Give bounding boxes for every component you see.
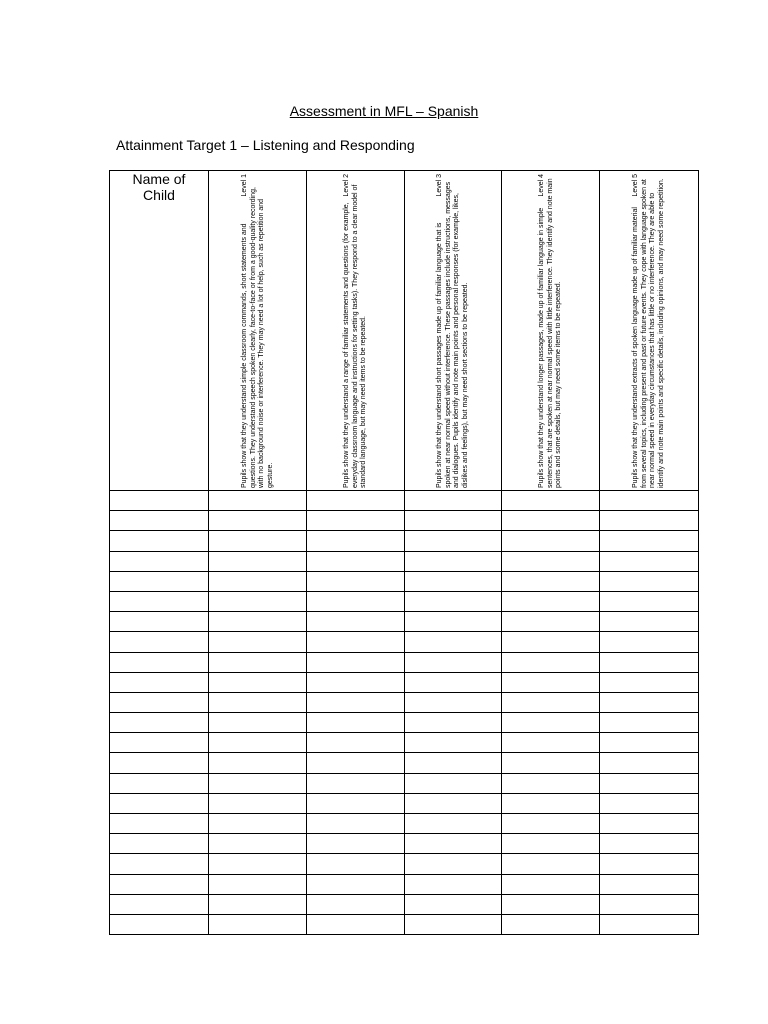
level-3-cell[interactable]: [405, 793, 502, 813]
level-1-cell[interactable]: [209, 854, 307, 874]
level-4-cell[interactable]: [502, 773, 600, 793]
table-row: [110, 733, 699, 753]
level-5-header: [600, 171, 699, 491]
level-2-cell[interactable]: [307, 733, 405, 753]
level-1-cell[interactable]: [209, 531, 307, 551]
level-1-cell[interactable]: [209, 511, 307, 531]
level-4-cell[interactable]: [502, 672, 600, 692]
level-5-cell[interactable]: [600, 814, 699, 834]
level-2-label: Level 2: [342, 173, 350, 197]
level-2-cell[interactable]: [307, 914, 405, 934]
level-5-cell[interactable]: [600, 773, 699, 793]
level-2-cell[interactable]: [307, 652, 405, 672]
level-2-cell[interactable]: [307, 511, 405, 531]
child-name-cell[interactable]: [110, 753, 209, 773]
level-5-cell[interactable]: [600, 733, 699, 753]
level-1-cell[interactable]: [209, 632, 307, 652]
level-5-cell[interactable]: [600, 571, 699, 591]
name-of-child-header: [110, 171, 209, 491]
level-3-cell[interactable]: [405, 551, 502, 571]
level-4-label: Level 4: [537, 173, 545, 197]
child-name-cell[interactable]: [110, 854, 209, 874]
level-4-header: [502, 171, 600, 491]
level-1-cell[interactable]: [209, 753, 307, 773]
table-row: [110, 491, 699, 511]
child-name-cell[interactable]: [110, 793, 209, 813]
level-3-description: Pupils show that they understand short passages made up of familiar language that is spoken at near normal speed without interference. These passages include instructions, messages and dialogues. Pupils identify and note main points and personal responses (for example, likes, dislikes and feelings), but may need short sections to be repeated.: [435, 181, 469, 488]
table-row: [110, 591, 699, 611]
level-3-cell[interactable]: [405, 773, 502, 793]
level-2-cell[interactable]: [307, 854, 405, 874]
table-row: [110, 914, 699, 934]
level-4-cell[interactable]: [502, 652, 600, 672]
level-5-cell[interactable]: [600, 672, 699, 692]
level-2-header: [307, 171, 405, 491]
level-5-cell[interactable]: [600, 874, 699, 894]
level-4-cell[interactable]: [502, 511, 600, 531]
table-row: [110, 773, 699, 793]
level-2-cell[interactable]: [307, 531, 405, 551]
table-row: [110, 632, 699, 652]
level-3-cell[interactable]: [405, 894, 502, 914]
level-3-cell[interactable]: [405, 814, 502, 834]
level-5-cell[interactable]: [600, 914, 699, 934]
assessment-table: [109, 170, 699, 935]
child-name-cell[interactable]: [110, 491, 209, 511]
child-name-cell[interactable]: [110, 773, 209, 793]
level-1-cell[interactable]: [209, 894, 307, 914]
level-1-cell[interactable]: [209, 814, 307, 834]
table-row: [110, 672, 699, 692]
level-4-cell[interactable]: [502, 713, 600, 733]
level-2-cell[interactable]: [307, 692, 405, 712]
table-row: [110, 571, 699, 591]
child-name-cell[interactable]: [110, 692, 209, 712]
level-2-cell[interactable]: [307, 753, 405, 773]
level-5-cell[interactable]: [600, 511, 699, 531]
level-1-cell[interactable]: [209, 672, 307, 692]
level-3-cell[interactable]: [405, 854, 502, 874]
child-name-cell[interactable]: [110, 713, 209, 733]
level-5-cell[interactable]: [600, 713, 699, 733]
document-subtitle: Attainment Target 1 – Listening and Responding: [116, 137, 415, 153]
level-3-cell[interactable]: [405, 713, 502, 733]
table-row: [110, 652, 699, 672]
level-3-cell[interactable]: [405, 672, 502, 692]
level-4-cell[interactable]: [502, 571, 600, 591]
level-3-rotated-text: [436, 174, 470, 488]
child-name-cell[interactable]: [110, 531, 209, 551]
table-row: [110, 814, 699, 834]
level-1-cell[interactable]: [209, 612, 307, 632]
level-1-cell[interactable]: [209, 793, 307, 813]
table-row: [110, 753, 699, 773]
level-4-cell[interactable]: [502, 692, 600, 712]
level-2-cell[interactable]: [307, 591, 405, 611]
level-1-cell[interactable]: [209, 692, 307, 712]
level-2-cell[interactable]: [307, 491, 405, 511]
level-1-description: Pupils show that they understand simple classroom commands, short statements and questions. They understand speech spoken clearly, face-to-face or from a good-quality recording, with no background noise or interference. They may need a lot of help, such as repetition and gesture.: [240, 186, 274, 488]
table-body: [110, 491, 699, 935]
level-4-description: Pupils show that they understand longer passages, made up of familiar language in simple sentences, that are spoken at near normal speed with little interference. They identify and note main points and some details, but may need some items to be repeated.: [537, 177, 562, 488]
level-3-cell[interactable]: [405, 612, 502, 632]
child-name-cell[interactable]: [110, 914, 209, 934]
level-2-cell[interactable]: [307, 672, 405, 692]
level-5-cell[interactable]: [600, 551, 699, 571]
child-name-cell[interactable]: [110, 874, 209, 894]
level-2-cell[interactable]: [307, 894, 405, 914]
level-4-rotated-text: [538, 174, 564, 488]
level-2-cell[interactable]: [307, 571, 405, 591]
level-5-cell[interactable]: [600, 591, 699, 611]
child-name-cell[interactable]: [110, 652, 209, 672]
level-1-cell[interactable]: [209, 874, 307, 894]
level-5-cell[interactable]: [600, 834, 699, 854]
level-1-header: [209, 171, 307, 491]
level-3-cell[interactable]: [405, 571, 502, 591]
level-4-cell[interactable]: [502, 834, 600, 854]
level-2-cell[interactable]: [307, 632, 405, 652]
level-2-cell[interactable]: [307, 713, 405, 733]
level-5-rotated-text: [632, 174, 666, 488]
level-4-cell[interactable]: [502, 591, 600, 611]
level-3-cell[interactable]: [405, 874, 502, 894]
table-row: [110, 713, 699, 733]
level-5-cell[interactable]: [600, 652, 699, 672]
level-1-label: Level 1: [240, 173, 248, 197]
level-5-cell[interactable]: [600, 753, 699, 773]
level-4-cell[interactable]: [502, 491, 600, 511]
level-5-cell[interactable]: [600, 531, 699, 551]
level-5-cell[interactable]: [600, 854, 699, 874]
level-1-cell[interactable]: [209, 834, 307, 854]
table-row: [110, 793, 699, 813]
table-row: [110, 894, 699, 914]
level-4-cell[interactable]: [502, 632, 600, 652]
level-4-cell[interactable]: [502, 874, 600, 894]
child-name-cell[interactable]: [110, 571, 209, 591]
level-2-cell[interactable]: [307, 793, 405, 813]
child-name-cell[interactable]: [110, 591, 209, 611]
level-2-rotated-text: [343, 174, 369, 488]
level-5-cell[interactable]: [600, 692, 699, 712]
table-row: [110, 531, 699, 551]
table-row: [110, 511, 699, 531]
level-4-cell[interactable]: [502, 531, 600, 551]
level-1-cell[interactable]: [209, 571, 307, 591]
level-4-cell[interactable]: [502, 814, 600, 834]
table-row: [110, 834, 699, 854]
table-row: [110, 692, 699, 712]
level-4-cell[interactable]: [502, 894, 600, 914]
level-2-cell[interactable]: [307, 773, 405, 793]
level-1-cell[interactable]: [209, 773, 307, 793]
level-4-cell[interactable]: [502, 914, 600, 934]
level-4-cell[interactable]: [502, 551, 600, 571]
level-3-cell[interactable]: [405, 652, 502, 672]
level-3-cell[interactable]: [405, 733, 502, 753]
level-5-cell[interactable]: [600, 491, 699, 511]
level-2-description: Pupils show that they understand a range of familiar statements and questions (for example, everyday classroom language and instructions for setting tasks). They respond to a clear model of standard language, but may need items to be repeated.: [342, 184, 367, 488]
name-header-line-1: Name of: [132, 171, 186, 187]
level-3-cell[interactable]: [405, 491, 502, 511]
header-row: [110, 171, 699, 491]
document-title: Assessment in MFL – Spanish: [289, 103, 479, 119]
level-5-label: Level 5: [631, 173, 639, 197]
level-3-cell[interactable]: [405, 914, 502, 934]
level-4-cell[interactable]: [502, 612, 600, 632]
level-2-cell[interactable]: [307, 612, 405, 632]
child-name-cell[interactable]: [110, 894, 209, 914]
level-1-cell[interactable]: [209, 491, 307, 511]
level-3-cell[interactable]: [405, 834, 502, 854]
table-row: [110, 874, 699, 894]
table-row: [110, 612, 699, 632]
child-name-cell[interactable]: [110, 814, 209, 834]
level-1-rotated-text: [240, 174, 274, 488]
level-1-cell[interactable]: [209, 914, 307, 934]
level-5-description: Pupils show that they understand extracts of spoken language made up of familiar material from several topics, including present and past or future events. They cope with language spoken at near normal speed in everyday circumstances that has little or no interference. They are able to identify and note main points and specific details, including opinions, and may need some repetition.: [631, 177, 665, 488]
level-3-cell[interactable]: [405, 511, 502, 531]
level-2-cell[interactable]: [307, 551, 405, 571]
level-4-cell[interactable]: [502, 753, 600, 773]
child-name-cell[interactable]: [110, 612, 209, 632]
level-3-cell[interactable]: [405, 531, 502, 551]
level-5-cell[interactable]: [600, 632, 699, 652]
child-name-cell[interactable]: [110, 511, 209, 531]
level-2-cell[interactable]: [307, 834, 405, 854]
name-header-line-2: Child: [143, 187, 175, 203]
child-name-cell[interactable]: [110, 834, 209, 854]
level-3-header: [405, 171, 502, 491]
child-name-cell[interactable]: [110, 672, 209, 692]
level-5-cell[interactable]: [600, 612, 699, 632]
child-name-cell[interactable]: [110, 632, 209, 652]
level-3-cell[interactable]: [405, 591, 502, 611]
level-1-cell[interactable]: [209, 551, 307, 571]
level-5-cell[interactable]: [600, 793, 699, 813]
level-2-cell[interactable]: [307, 814, 405, 834]
level-4-cell[interactable]: [502, 854, 600, 874]
level-1-cell[interactable]: [209, 733, 307, 753]
table-row: [110, 854, 699, 874]
level-1-cell[interactable]: [209, 713, 307, 733]
table-row: [110, 551, 699, 571]
level-5-cell[interactable]: [600, 894, 699, 914]
child-name-cell[interactable]: [110, 733, 209, 753]
level-2-cell[interactable]: [307, 874, 405, 894]
level-3-cell[interactable]: [405, 692, 502, 712]
child-name-cell[interactable]: [110, 551, 209, 571]
level-3-label: Level 3: [435, 173, 443, 197]
level-3-cell[interactable]: [405, 753, 502, 773]
level-4-cell[interactable]: [502, 733, 600, 753]
level-1-cell[interactable]: [209, 591, 307, 611]
level-3-cell[interactable]: [405, 632, 502, 652]
level-1-cell[interactable]: [209, 652, 307, 672]
level-4-cell[interactable]: [502, 793, 600, 813]
